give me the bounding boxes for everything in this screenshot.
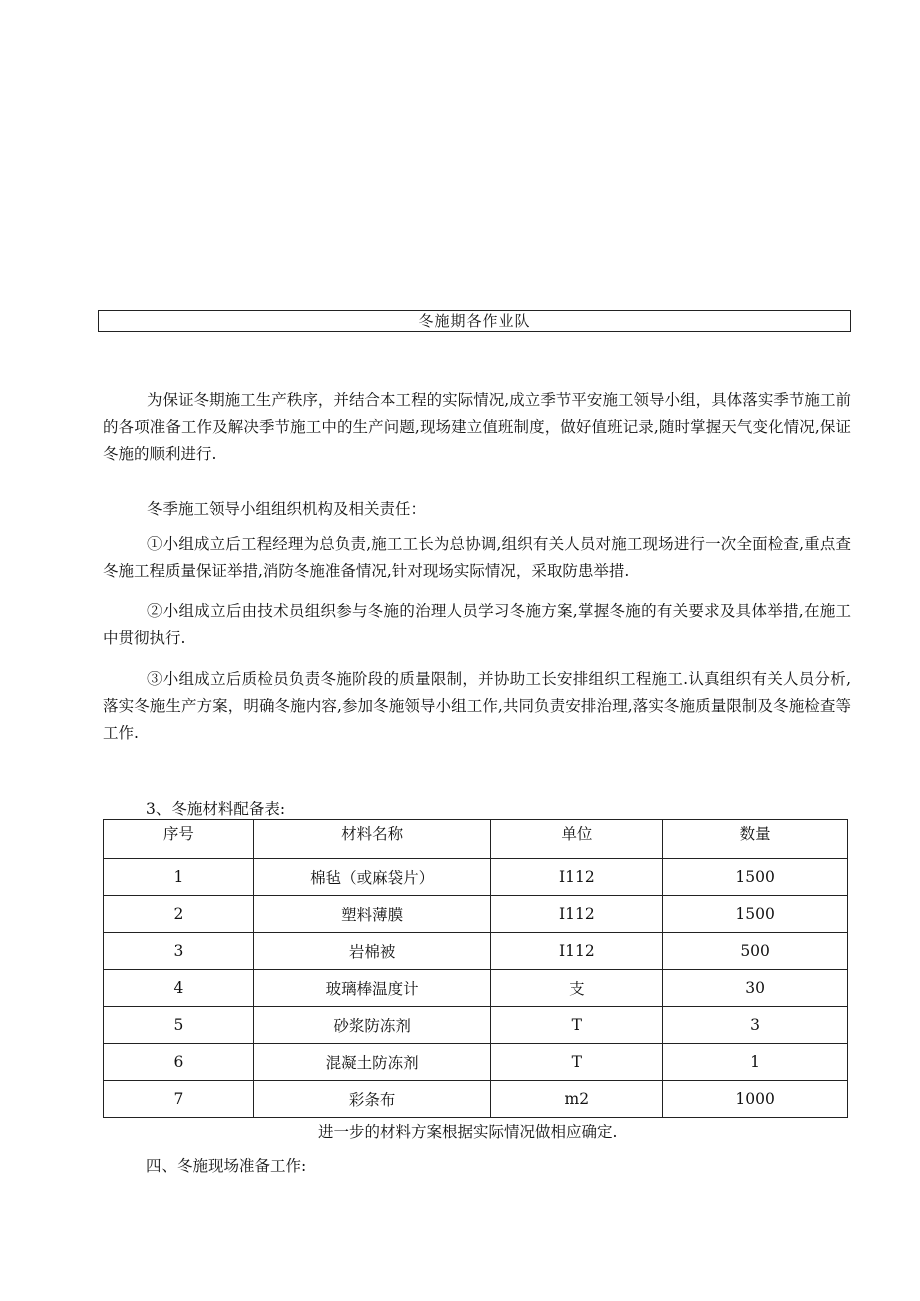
table-note: 进一步的材料方案根据实际情况做相应确定. — [318, 1123, 618, 1141]
cell-material: 彩条布 — [253, 1081, 491, 1118]
cell-index: 7 — [104, 1081, 254, 1118]
table-header-row — [104, 820, 848, 859]
paragraph-intro: 为保证冬期施工生产秩序，并结合本工程的实际情况,成立季节平安施工领导小组，具体落实季节施工前的各项准备工作及解决季节施工中的生产问题,现场建立值班制度，做好值班记录,随时掌握天气变化情况,保证冬施的顺利进行. — [103, 391, 851, 463]
paragraph-org-structure: 冬季施工领导小组组织机构及相关责任： — [147, 500, 427, 518]
cell-unit: I112 — [491, 859, 663, 896]
table-row — [104, 859, 848, 896]
cell-material: 棉毡（或麻袋片） — [253, 859, 491, 896]
header-cell-index: 序号 — [104, 820, 254, 859]
table-row — [104, 1044, 848, 1081]
materials-table — [103, 819, 848, 1118]
cell-material: 玻璃棒温度计 — [253, 970, 491, 1007]
cell-index: 5 — [104, 1007, 254, 1044]
table-row — [104, 896, 848, 933]
header-cell-quantity: 数量 — [663, 820, 848, 859]
cell-unit: I112 — [491, 896, 663, 933]
cell-material: 混凝土防冻剂 — [253, 1044, 491, 1081]
cell-quantity: 500 — [663, 933, 848, 970]
cell-quantity: 1500 — [663, 859, 848, 896]
section-title: 冬施期各作业队 — [98, 310, 851, 332]
cell-material: 砂浆防冻剂 — [253, 1007, 491, 1044]
cell-index: 6 — [104, 1044, 254, 1081]
cell-quantity: 1000 — [663, 1081, 848, 1118]
cell-quantity: 30 — [663, 970, 848, 1007]
table-row — [104, 1081, 848, 1118]
table-caption: 3、冬施材料配备表: — [146, 800, 286, 818]
paragraph-item-1: ①小组成立后工程经理为总负责,施工工长为总协调,组织有关人员对施工现场进行一次全面检查,重点查冬施工程质量保证举措,消防冬施准备情况,针对现场实际情况，采取防患举措. — [103, 535, 851, 580]
next-section-heading: 四、冬施现场准备工作: — [146, 1157, 307, 1175]
cell-index: 4 — [104, 970, 254, 1007]
cell-quantity: 1500 — [663, 896, 848, 933]
cell-unit: T — [491, 1044, 663, 1081]
paragraph-item-3: ③小组成立后质检员负责冬施阶段的质量限制，并协助工长安排组织工程施工.认真组织有关人员分析,落实冬施生产方案，明确冬施内容,参加冬施领导小组工作,共同负责安排治理,落实冬施质量限制及冬施检查等工作. — [103, 670, 851, 742]
cell-quantity: 1 — [663, 1044, 848, 1081]
cell-index: 1 — [104, 859, 254, 896]
table-row — [104, 933, 848, 970]
table-row — [104, 970, 848, 1007]
header-cell-unit: 单位 — [491, 820, 663, 859]
header-cell-material: 材料名称 — [253, 820, 491, 859]
cell-unit: I112 — [491, 933, 663, 970]
cell-unit: m2 — [491, 1081, 663, 1118]
paragraph-item-2: ②小组成立后由技术员组织参与冬施的治理人员学习冬施方案,掌握冬施的有关要求及具体举措,在施工中贯彻执行. — [103, 602, 851, 647]
cell-index: 3 — [104, 933, 254, 970]
cell-material: 塑料薄膜 — [253, 896, 491, 933]
cell-unit: T — [491, 1007, 663, 1044]
cell-material: 岩棉被 — [253, 933, 491, 970]
cell-index: 2 — [104, 896, 254, 933]
cell-quantity: 3 — [663, 1007, 848, 1044]
table-row — [104, 1007, 848, 1044]
cell-unit: 支 — [491, 970, 663, 1007]
